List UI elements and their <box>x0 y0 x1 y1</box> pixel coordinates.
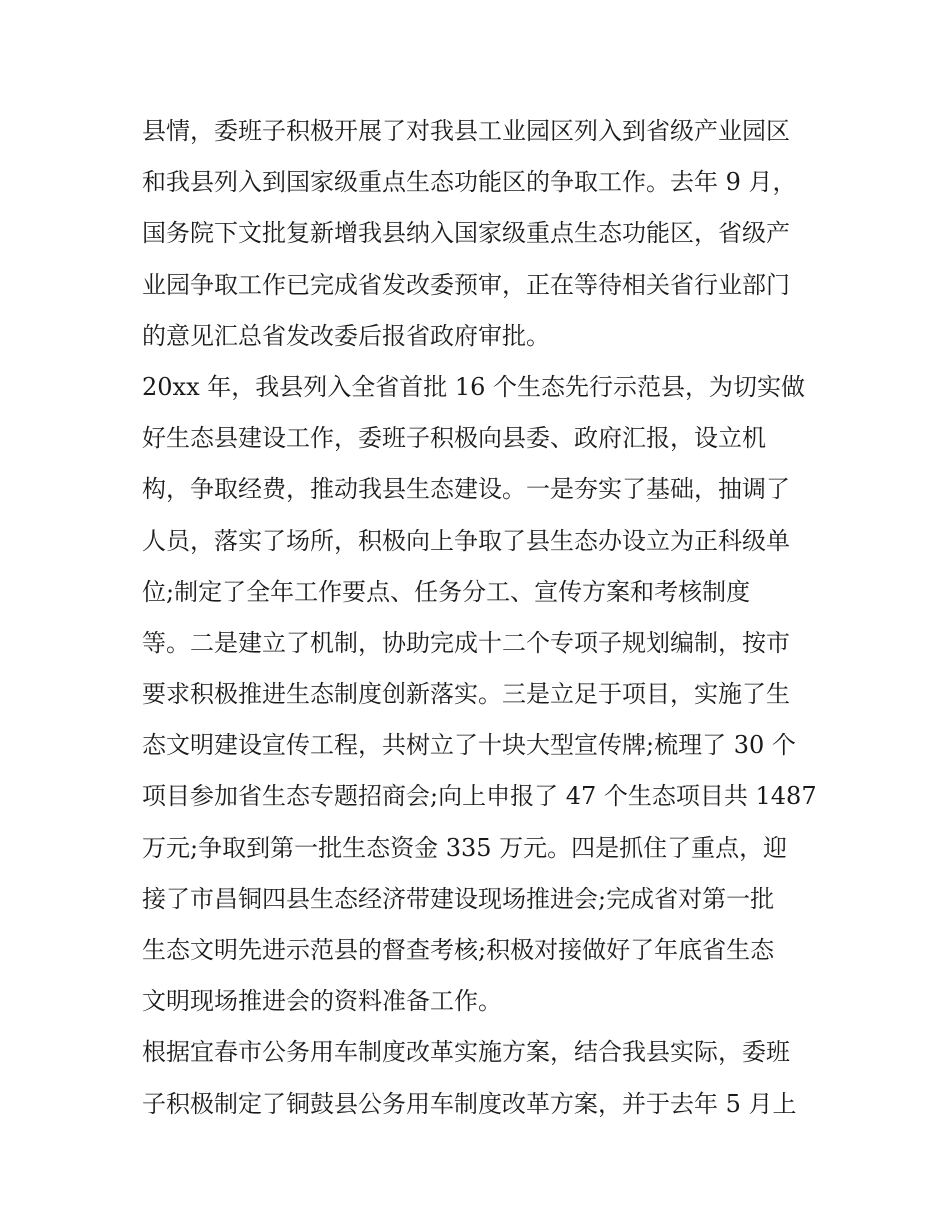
text-line: 的意见汇总省发改委后报省政府审批。 <box>142 321 550 350</box>
text-line: 态文明建设宣传工程，共树立了十块大型宣传牌;梳理了 30 个 <box>142 731 796 760</box>
text-line: 业园争取工作已完成省发改委预审，正在等待相关省行业部门 <box>142 270 790 299</box>
text-line: 人员，落实了场所，积极向上争取了县生态办设立为正科级单 <box>142 526 790 555</box>
text-line: 等。二是建立了机制，协助完成十二个专项子规划编制，按市 <box>142 628 790 657</box>
text-line: 构，争取经费，推动我县生态建设。一是夯实了基础，抽调了 <box>142 475 790 504</box>
text-line: 文明现场推进会的资料准备工作。 <box>142 987 502 1016</box>
text-line: 县情，委班子积极开展了对我县工业园区列入到省级产业园区 <box>142 117 790 145</box>
text-line: 好生态县建设工作，委班子积极向县委、政府汇报，设立机 <box>142 424 766 453</box>
text-line: 子积极制定了铜鼓县公务用车制度改革方案，并于去年 5 月上 <box>142 1089 797 1118</box>
text-line: 位;制定了全年工作要点、任务分工、宣传方案和考核制度 <box>142 577 751 606</box>
text-line: 要求积极推进生态制度创新落实。三是立足于项目，实施了生 <box>142 680 790 709</box>
body-text <box>142 106 817 1130</box>
text-line: 项目参加省生态专题招商会;向上申报了 47 个生态项目共 1487 <box>142 782 817 811</box>
text-line: 万元;争取到第一批生态资金 335 万元。四是抓住了重点，迎 <box>142 833 788 862</box>
text-line: 接了市昌铜四县生态经济带建设现场推进会;完成省对第一批 <box>142 884 775 913</box>
text-line: 国务院下文批复新增我县纳入国家级重点生态功能区，省级产 <box>142 219 790 248</box>
text-line: 20xx 年，我县列入全省首批 16 个生态先行示范县，为切实做 <box>142 372 806 401</box>
text-line: 根据宜春市公务用车制度改革实施方案，结合我县实际，委班 <box>142 1038 790 1067</box>
text-line: 生态文明先进示范县的督查考核;积极对接做好了年底省生态 <box>142 936 775 964</box>
text-line: 和我县列入到国家级重点生态功能区的争取工作。去年 9 月， <box>142 168 797 197</box>
